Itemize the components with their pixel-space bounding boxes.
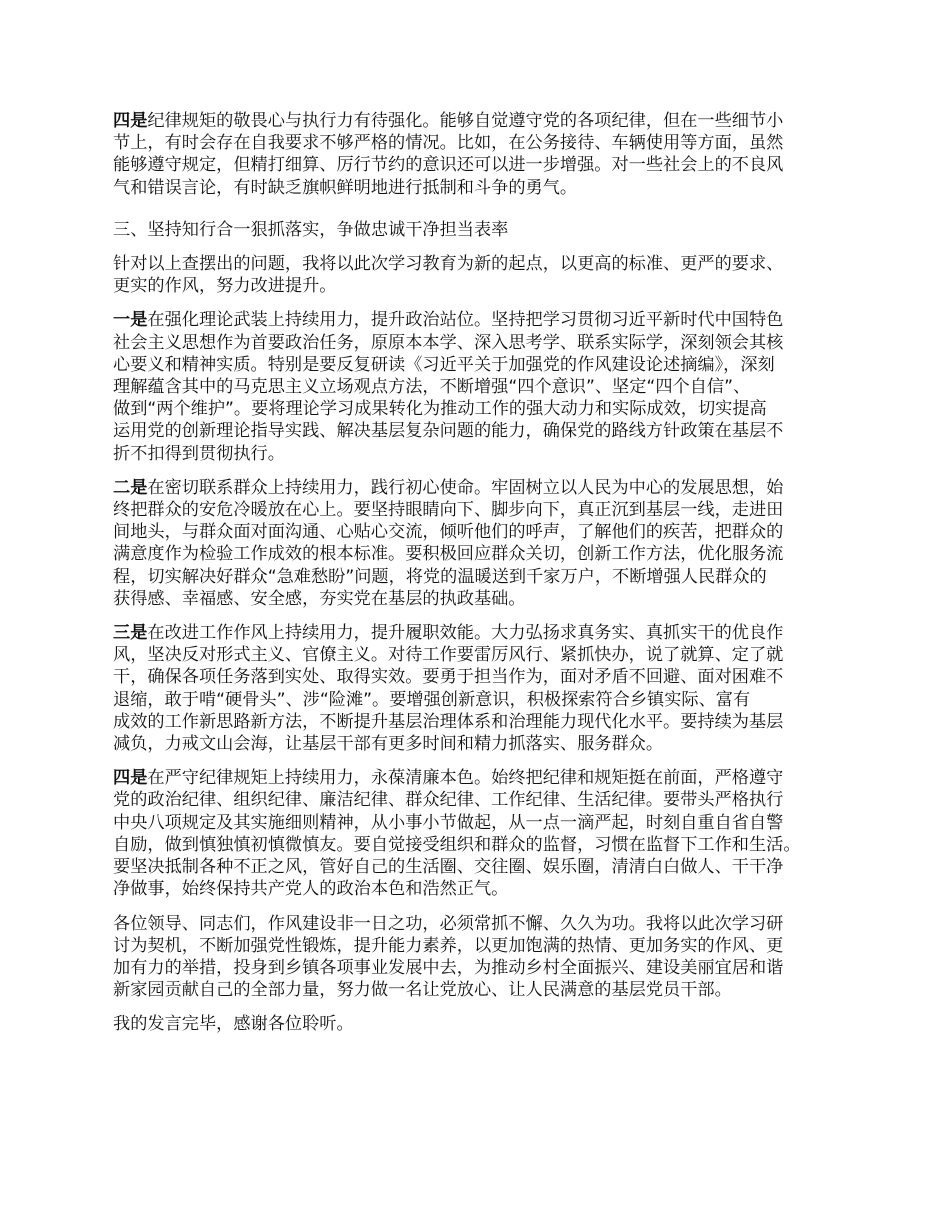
text-line (113, 622, 853, 644)
line-text: 节上，有时会存在自我要求不够严格的情况。比如，在公务接待、车辆使用等方面，虽然 (113, 133, 784, 154)
line-text: 风，坚决反对形式主义、官僚主义。对待工作要雷厉风行、紧抓快办，说了就算、定了就 (113, 645, 784, 666)
line-text: 社会主义思想作为首要政治任务，原原本本学、深入思考学、联系实际学，深刻领会其核 (113, 332, 784, 353)
text-line (113, 979, 853, 1001)
text-line (113, 689, 853, 711)
text-line (113, 711, 853, 733)
line-text: 讨为契机，不断加强党性锻炼，提升能力素养，以更加饱满的热情、更加务实的作风、更 (113, 935, 784, 956)
line-text: 能够遵守规定，但精打细算、厉行节约的意识还可以进一步增强。对一些社会上的不良风 (113, 155, 784, 176)
text-line (113, 219, 853, 241)
line-text: 更实的作风，努力改进提升。 (113, 276, 337, 297)
text-line (113, 856, 853, 878)
text-line (113, 588, 853, 610)
line-text: 理解蕴含其中的马克思主义立场观点方法，不断增强“四个意识”、坚定“四个自信”、 (113, 377, 751, 398)
line-text: 加有力的举措，投身到乡镇各项事业发展中去，为推动乡村全面振兴、建设美丽宜居和谐 (113, 957, 784, 978)
line-text: 做到“两个维护”。要将理论学习成果转化为推动工作的强大动力和实际成效，切实提高 (113, 399, 767, 420)
text-line (113, 789, 853, 811)
text-line (113, 521, 853, 543)
text-line (113, 957, 853, 979)
text-line (113, 644, 853, 666)
paragraph (113, 913, 853, 1002)
line-text: 运用党的创新理论指导实践、解决基层复杂问题的能力，确保党的路线方针政策在基层不 (113, 421, 784, 442)
paragraph (113, 1013, 853, 1035)
text-line (113, 878, 853, 900)
line-text: 新家园贡献自己的全部力量，努力做一名让党放心、让人民满意的基层党员干部。 (113, 980, 732, 1001)
text-line (113, 398, 853, 420)
paragraph (113, 767, 853, 900)
text-line (113, 733, 853, 755)
paragraph-lead: 四是 (113, 111, 148, 131)
text-line (113, 543, 853, 565)
text-line (113, 309, 853, 331)
line-text: 折不扣得到贯彻执行。 (113, 443, 285, 464)
paragraph-lead: 三是 (113, 623, 148, 644)
line-text: 要坚决抵制各种不正之风，管好自己的生活圈、交往圈、娱乐圈，清清白白做人、干干净 (113, 857, 784, 878)
paragraph (113, 253, 853, 297)
line-text: 党的政治纪律、组织纪律、廉洁纪律、群众纪律、工作纪律、生活纪律。要带头严格执行 (113, 790, 784, 811)
document-page (113, 110, 853, 1048)
line-text: 我的发言完毕，感谢各位聆听。 (113, 1014, 354, 1035)
line-text: 三、坚持知行合一狠抓落实，争做忠诚干净担当表率 (113, 219, 509, 240)
text-line (113, 499, 853, 521)
line-text: 心要义和精神实质。特别是要反复研读《习近平关于加强党的作风建设论述摘编》，深刻 (113, 354, 775, 375)
text-line (113, 177, 853, 199)
text-line (113, 834, 853, 856)
text-line (113, 913, 853, 935)
text-line (113, 354, 853, 376)
text-line (113, 666, 853, 688)
line-text: 间地头，与群众面对面沟通、心贴心交流，倾听他们的呼声，了解他们的疾苦，把群众的 (113, 522, 784, 543)
paragraph-lead: 一是 (113, 310, 148, 331)
paragraph (113, 110, 853, 199)
line-text: 满意度作为检验工作成效的根本标准。要积极回应群众关切，创新工作方法，优化服务流 (113, 544, 784, 565)
text-line (113, 154, 853, 176)
line-text: 各位领导、同志们，作风建设非一日之功，必须常抓不懈、久久为功。我将以此次学习研 (113, 913, 784, 934)
text-line (113, 420, 853, 442)
paragraph-lead: 四是 (113, 768, 148, 789)
line-text: 干，确保各项任务落到实处、取得实效。要勇于担当作为，面对矛盾不回避、面对困难不 (113, 667, 784, 688)
paragraph (113, 622, 853, 755)
line-text: 净做事，始终保持共产党人的政治本色和浩然正气。 (113, 879, 509, 900)
line-text: 自励，做到慎独慎初慎微慎友。要自觉接受组织和群众的监督，习惯在监督下工作和生活。 (113, 834, 801, 855)
line-text: 终把群众的安危冷暖放在心上。要坚持眼睛向下、脚步向下，真正沉到基层一线，走进田 (113, 500, 784, 521)
paragraph (113, 477, 853, 610)
text-line (113, 132, 853, 154)
text-line (113, 935, 853, 957)
line-text: 减负，力戒文山会海，让基层干部有更多时间和精力抓落实、服务群众。 (113, 734, 664, 755)
line-text: 中央八项规定及其实施细则精神，从小事小节做起，从一点一滴严起，时刻自重自省自警 (113, 812, 784, 833)
text-line (113, 110, 853, 132)
line-text: 获得感、幸福感、安全感，夯实党在基层的执政基础。 (113, 588, 526, 609)
text-line (113, 332, 853, 354)
line-text: 纪律规矩的敬畏心与执行力有待强化。能够自觉遵守党的各项纪律，但在一些细节小 (147, 111, 784, 131)
line-text: 退缩，敢于啃“硬骨头”、涉“险滩”。要增强创新意识，积极探索符合乡镇实际、富有 (113, 689, 751, 710)
text-line (113, 812, 853, 834)
text-line (113, 443, 853, 465)
line-text: 在改进工作作风上持续用力，提升履职效能。大力弘扬求真务实、真抓实干的优良作 (147, 623, 784, 644)
text-line (113, 477, 853, 499)
text-line (113, 767, 853, 789)
line-text: 在严守纪律规矩上持续用力，永葆清廉本色。始终把纪律和规矩挺在前面，严格遵守 (147, 768, 784, 789)
paragraph-lead: 二是 (113, 477, 148, 498)
line-text: 气和错误言论，有时缺乏旗帜鲜明地进行抵制和斗争的勇气。 (113, 177, 578, 198)
section-heading (113, 219, 853, 241)
text-line (113, 566, 853, 588)
line-text: 成效的工作新思路新方法，不断提升基层治理体系和治理能力现代化水平。要持续为基层 (113, 711, 784, 732)
line-text: 程，切实解决好群众“急难愁盼”问题，将党的温暖送到千家万户，不断增强人民群众的 (113, 566, 767, 587)
line-text: 在强化理论武装上持续用力，提升政治站位。坚持把学习贯彻习近平新时代中国特色 (147, 310, 784, 331)
paragraph (113, 309, 853, 464)
text-line (113, 1013, 853, 1035)
line-text: 在密切联系群众上持续用力，践行初心使命。牢固树立以人民为中心的发展思想，始 (147, 477, 784, 498)
line-text: 针对以上查摆出的问题，我将以此次学习教育为新的起点，以更高的标准、更严的要求、 (113, 254, 784, 275)
text-line (113, 376, 853, 398)
text-line (113, 275, 853, 297)
text-line (113, 253, 853, 275)
